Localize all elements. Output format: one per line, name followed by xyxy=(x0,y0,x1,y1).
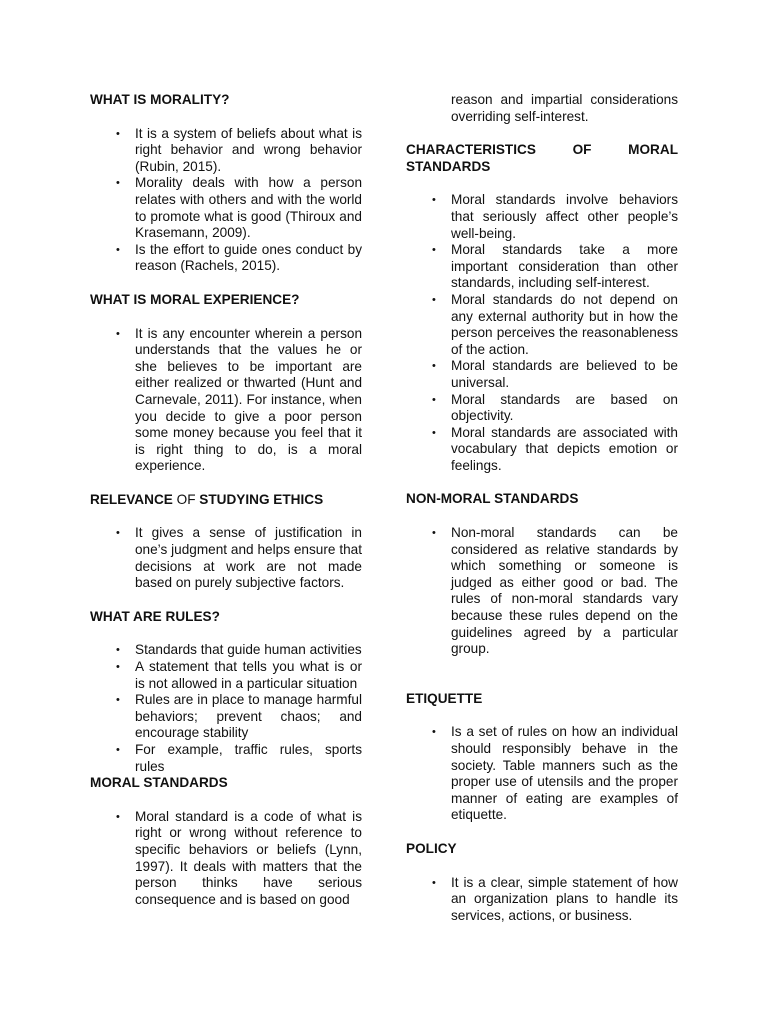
list-item: • A statement that tells you what is or is not allowed in a particular situation xyxy=(116,659,362,691)
bullet-icon: • xyxy=(116,527,120,540)
bullet-icon: • xyxy=(432,244,436,257)
list-item: • Moral standard is a code of what is right or wrong without reference to specific behaviors or beliefs (Lynn, 1997). It deals with matters that the person thinks have serious consequence and is based on good xyxy=(116,808,362,907)
heading-moral-standards: MORAL STANDARDS xyxy=(90,775,228,791)
list-item: • Moral standards do not depend on any external authority but in how the person perceives the reasonableness of the action. xyxy=(432,291,678,357)
list-item: • Standards that guide human activities xyxy=(116,642,362,658)
list-item: • It is a system of beliefs about what is right behavior and wrong behavior (Rubin, 2015). xyxy=(116,125,362,174)
moral-standards-list xyxy=(90,809,362,909)
heading-non-moral-standards: NON-MORAL STANDARDS xyxy=(406,491,579,507)
bullet-icon: • xyxy=(116,127,120,140)
bullet-icon: • xyxy=(432,194,436,207)
list-item: • Is a set of rules on how an individual should responsibly behave in the society. Table manners such as the proper use of utensils and the proper manner of eating are examples of etiquette. xyxy=(432,724,678,823)
bullet-icon: • xyxy=(432,726,436,739)
list-item: • Morality deals with how a person relates with others and with the world to promote what is good (Thiroux and Krasemann, 2009). xyxy=(116,175,362,241)
heading-etiquette: ETIQUETTE xyxy=(406,690,483,706)
non-moral-list xyxy=(406,525,678,658)
heading-policy: POLICY xyxy=(406,840,457,856)
etiquette-list xyxy=(406,724,678,824)
list-item: • It gives a sense of justification in one’s judgment and helps ensure that decisions at work are not made based on purely subjective factors. xyxy=(116,525,362,591)
bullet-icon: • xyxy=(116,644,120,657)
relevance-list xyxy=(90,525,362,591)
moral-experience-list xyxy=(90,326,362,475)
continuation-text: reason and impartial considerations overriding self-interest. xyxy=(451,92,678,124)
bullet-icon: • xyxy=(432,876,436,889)
bullet-icon: • xyxy=(116,243,120,256)
list-item: • Non-moral standards can be considered as relative standards by which something or someone is judged as either good or bad. The rules of non-moral standards vary because these rules depend on the guidelines agreed by a particular group. xyxy=(432,525,678,657)
policy-list xyxy=(406,875,678,925)
bullet-icon: • xyxy=(432,393,436,406)
bullet-icon: • xyxy=(432,293,436,306)
bullet-icon: • xyxy=(116,177,120,190)
list-item: • Moral standards take a more important consideration than other standards, including self-interest. xyxy=(432,242,678,291)
list-item: • Is the effort to guide ones conduct by reason (Rachels, 2015). xyxy=(116,241,362,274)
list-item: • Rules are in place to manage harmful behaviors; prevent chaos; and encourage stability xyxy=(116,692,362,741)
list-item: • For example, traffic rules, sports rules xyxy=(116,742,362,774)
heading-what-is-moral-experience: WHAT IS MORAL EXPERIENCE? xyxy=(90,291,300,307)
list-item: • Moral standards are based on objectivity. xyxy=(432,391,678,424)
heading-characteristics-of-moral-standards: CHARACTERISTICS OF MORAL STANDARDS xyxy=(406,142,678,174)
heading-what-are-rules: WHAT ARE RULES? xyxy=(90,608,220,624)
list-item: • Moral standards are associated with vocabulary that depicts emotion or feelings. xyxy=(432,424,678,473)
bullet-icon: • xyxy=(116,327,120,340)
list-item: • Moral standards involve behaviors that seriously affect other people’s well-being. xyxy=(432,192,678,241)
right-column xyxy=(406,92,678,924)
morality-list xyxy=(90,126,362,275)
bullet-icon: • xyxy=(116,661,120,674)
rules-list xyxy=(90,642,362,775)
list-item: • It is a clear, simple statement of how an organization plans to handle its services, actions, or business. xyxy=(432,874,678,923)
bullet-icon: • xyxy=(116,694,120,707)
bullet-icon: • xyxy=(432,360,436,373)
continuation-block xyxy=(406,92,678,125)
characteristics-list xyxy=(406,192,678,474)
bullet-icon: • xyxy=(432,426,436,439)
bullet-icon: • xyxy=(116,810,120,823)
left-column xyxy=(90,92,362,908)
list-item: • Moral standards are believed to be universal. xyxy=(432,358,678,390)
bullet-icon: • xyxy=(116,744,120,756)
heading-what-is-morality: WHAT IS MORALITY? xyxy=(90,92,230,107)
heading-relevance-of-studying-ethics: RELEVANCE OF STUDYING ETHICS xyxy=(90,491,324,507)
list-item: • It is any encounter wherein a person understands that the values he or she believes to be important are either realized or thwarted (Hunt and Carnevale, 2011). For instance, when you decide to give a poor person some money because you feel that it is right thing to do, is a moral experience. xyxy=(116,325,362,474)
bullet-icon: • xyxy=(432,527,436,540)
